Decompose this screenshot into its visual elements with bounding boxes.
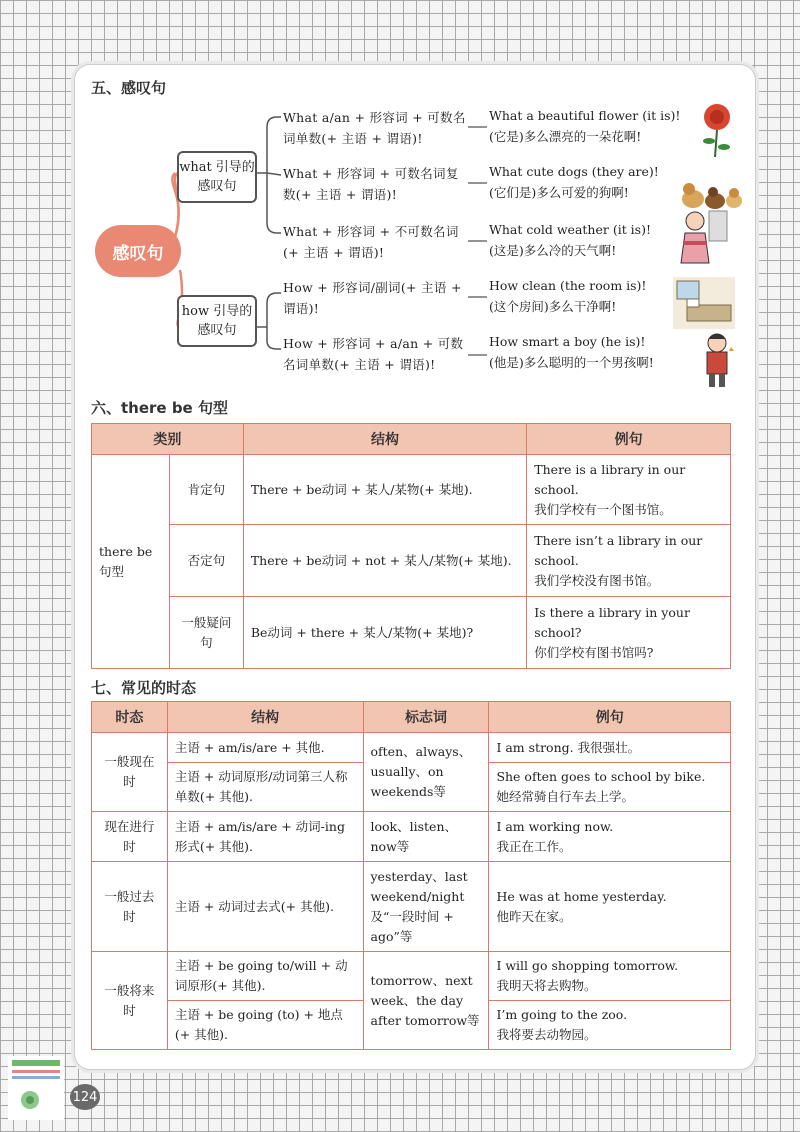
header-structure: 结构 xyxy=(243,424,526,455)
structure-cell: 主语 + am/is/are + 其他. xyxy=(167,733,363,763)
tense-name: 现在进行时 xyxy=(92,812,168,862)
branch-how: how 引导的感叹句 xyxy=(177,295,257,347)
example-cell: I am strong. 我很强壮。 xyxy=(489,733,731,763)
structure-cell: Be动词 + there + 某人/某物(+ 某地)? xyxy=(243,597,526,669)
structure-cell: 主语 + 动词过去式(+ 其他). xyxy=(167,862,363,952)
signal-cell: yesterday、last weekend/night及“一段时间 + ago”等 xyxy=(363,862,489,952)
section7-title: 七、常见的时态 xyxy=(91,679,197,697)
example-cell: I am working now. 我正在工作。 xyxy=(489,812,731,862)
type-cell: 一般疑问句 xyxy=(169,597,243,669)
header-category: 类别 xyxy=(92,424,244,455)
cold-girl-illustration xyxy=(673,207,731,271)
example-cell: I will go shopping tomorrow. 我明天将去购物。 xyxy=(489,952,731,1001)
structure-cell: There + be动词 + 某人/某物(+ 某地). xyxy=(243,455,526,525)
rule-1: What a/an + 形容词 + 可数名词单数(+ 主语 + 谓语)! xyxy=(283,110,466,146)
rule-3: What + 形容词 + 不可数名词(+ 主语 + 谓语)! xyxy=(283,224,459,260)
header-example: 例句 xyxy=(527,424,731,455)
tenses-table xyxy=(91,701,731,1050)
example-cell: There is a library in our school. 我们学校有一个图书馆。 xyxy=(527,455,731,525)
table-header-row xyxy=(92,424,731,455)
content-card xyxy=(74,64,756,1070)
rule-4: How + 形容词/副词(+ 主语 + 谓语)! xyxy=(283,280,462,316)
example-3: What cold weather (it is)! (这是)多么冷的天气啊! xyxy=(489,222,651,258)
table-row xyxy=(92,952,731,1001)
table-row xyxy=(92,812,731,862)
header-example: 例句 xyxy=(489,702,731,733)
clean-room-illustration xyxy=(673,277,735,329)
type-cell: 否定句 xyxy=(169,525,243,597)
structure-cell: 主语 + be going (to) + 地点(+ 其他). xyxy=(167,1001,363,1050)
smart-boy-illustration xyxy=(701,331,737,389)
section5-title: 五、感叹句 xyxy=(91,79,167,97)
publisher-stamp xyxy=(8,1056,64,1120)
table-row xyxy=(92,525,731,597)
structure-cell: 主语 + 动词原形/动词第三人称单数(+ 其他). xyxy=(167,763,363,812)
page-number: 124 xyxy=(70,1084,100,1110)
stamp-logo-icon xyxy=(8,1056,64,1120)
rule-5: How + 形容词 + a/an + 可数名词单数(+ 主语 + 谓语)! xyxy=(283,336,464,372)
exclamation-mindmap xyxy=(75,65,755,395)
table-header-row xyxy=(92,702,731,733)
example-cell: She often goes to school by bike. 她经常骑自行车去上学。 xyxy=(489,763,731,812)
signal-cell: often、always、usually、on weekends等 xyxy=(363,733,489,812)
branch-what: what 引导的感叹句 xyxy=(177,151,257,203)
center-node: 感叹句 xyxy=(95,225,181,277)
example-cell: Is there a library in your school? 你们学校有图书馆吗? xyxy=(527,597,731,669)
header-structure: 结构 xyxy=(167,702,363,733)
section6-title: 六、there be 句型 xyxy=(91,399,228,417)
table-row xyxy=(92,597,731,669)
structure-cell: 主语 + be going to/will + 动词原形(+ 其他). xyxy=(167,952,363,1001)
example-cell: He was at home yesterday. 他昨天在家。 xyxy=(489,862,731,952)
structure-cell: There + be动词 + not + 某人/某物(+ 某地). xyxy=(243,525,526,597)
table-row xyxy=(92,733,731,763)
example-4: How clean (the room is)! (这个房间)多么干净啊! xyxy=(489,278,647,314)
table-row xyxy=(92,862,731,952)
rose-illustration xyxy=(697,101,737,159)
example-2: What cute dogs (they are)! (它们是)多么可爱的狗啊! xyxy=(489,164,659,200)
structure-cell: 主语 + am/is/are + 动词-ing形式(+ 其他). xyxy=(167,812,363,862)
example-5: How smart a boy (he is)! (他是)多么聪明的一个男孩啊! xyxy=(489,334,654,370)
example-cell: There isn’t a library in our school. 我们学校没有图书馆。 xyxy=(527,525,731,597)
example-cell: I’m going to the zoo. 我将要去动物园。 xyxy=(489,1001,731,1050)
header-signal: 标志词 xyxy=(363,702,489,733)
there-be-table xyxy=(91,423,731,669)
rule-2: What + 形容词 + 可数名词复数(+ 主语 + 谓语)! xyxy=(283,166,459,202)
tense-name: 一般将来时 xyxy=(92,952,168,1050)
example-1: What a beautiful flower (it is)! (它是)多么漂亮的一朵花啊! xyxy=(489,108,681,144)
category-cell: there be 句型 xyxy=(92,455,170,669)
tense-name: 一般现在时 xyxy=(92,733,168,812)
type-cell: 肯定句 xyxy=(169,455,243,525)
tense-name: 一般过去时 xyxy=(92,862,168,952)
header-tense: 时态 xyxy=(92,702,168,733)
table-row xyxy=(92,455,731,525)
signal-cell: tomorrow、next week、the day after tomorrow等 xyxy=(363,952,489,1050)
signal-cell: look、listen、now等 xyxy=(363,812,489,862)
